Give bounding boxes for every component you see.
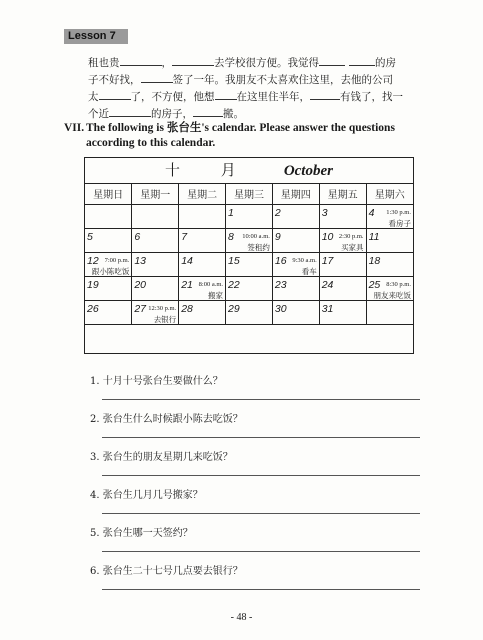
answer-blank[interactable]: [109, 106, 151, 117]
calendar-day-cell: [319, 301, 366, 325]
calendar-header: [85, 158, 413, 184]
event-description: 看房子: [388, 219, 411, 228]
paragraph-text: 搬。: [223, 108, 244, 120]
answer-line[interactable]: [102, 513, 420, 514]
answer-blank[interactable]: [172, 55, 214, 66]
calendar-day-cell: [226, 229, 273, 253]
answer-blank[interactable]: [215, 89, 237, 100]
calendar-day-cell: [85, 277, 132, 301]
day-number: 17: [321, 255, 334, 267]
lesson-label: Lesson 7: [64, 29, 128, 44]
answer-line[interactable]: [102, 399, 420, 400]
day-number: 4: [368, 207, 375, 219]
calendar-day-cell: [319, 205, 366, 229]
question-text: 3. 张台生的朋友星期几来吃饭？: [90, 452, 233, 463]
event-description: 搬家: [208, 291, 224, 300]
answer-blank[interactable]: [99, 89, 131, 100]
day-number: 2: [274, 207, 281, 219]
day-number: 29: [228, 303, 240, 315]
calendar-day-cell: [366, 277, 413, 301]
calendar-day-cell: [85, 229, 132, 253]
calendar-day-cell: [132, 205, 179, 229]
calendar-week-row: [85, 253, 413, 277]
paragraph-line-1: [88, 55, 428, 72]
day-number: 21: [181, 279, 193, 291]
calendar-day-cell: [179, 253, 226, 277]
october-calendar: [84, 157, 414, 354]
weekday-header: 星期四: [272, 183, 319, 205]
calendar-week-row: [85, 205, 413, 229]
calendar-day-cell: [132, 229, 179, 253]
answer-blank[interactable]: [193, 106, 223, 117]
calendar-grid: [85, 183, 413, 325]
day-number: 25: [368, 279, 381, 291]
paragraph-text: ，: [161, 57, 172, 69]
weekday-header: 星期六: [366, 183, 413, 205]
calendar-day-cell: [179, 205, 226, 229]
event-time: 9:30 a.m.: [292, 257, 317, 264]
calendar-day-cell: [272, 205, 319, 229]
day-number: 19: [87, 279, 99, 291]
paragraph-text: 的房: [375, 57, 396, 69]
section-number: VII.: [64, 122, 85, 134]
weekday-header: 星期一: [132, 183, 179, 205]
calendar-week-row: [85, 301, 413, 325]
day-number: 14: [181, 255, 193, 267]
calendar-day-cell: [226, 301, 273, 325]
calendar-day-cell: [272, 229, 319, 253]
answer-blank[interactable]: [310, 89, 340, 100]
calendar-day-cell: [366, 253, 413, 277]
calendar-week-row: [85, 277, 413, 301]
paragraph-line-3: [88, 89, 428, 106]
day-number: 11: [368, 231, 380, 243]
question-text: 2. 张台生什么时候跟小陈去吃饭？: [90, 414, 243, 425]
paragraph-text: 租也贵: [88, 57, 120, 69]
day-number: 7: [181, 231, 188, 243]
calendar-week-row: [85, 229, 413, 253]
day-number: 30: [274, 303, 287, 315]
day-number: 13: [134, 255, 147, 267]
paragraph-text: 子不好找，: [88, 74, 141, 86]
question-text: 4. 张台生几月几号搬家？: [90, 490, 203, 501]
day-number: 9: [274, 231, 281, 243]
answer-blank[interactable]: [319, 55, 345, 66]
answer-blank[interactable]: [120, 55, 162, 66]
calendar-day-cell: [179, 229, 226, 253]
weekday-header: 星期日: [85, 183, 132, 205]
event-time: 2:30 p.m.: [338, 233, 364, 240]
question-text: 5. 张台生哪一天签约？: [90, 528, 193, 539]
paragraph-line-2: [88, 72, 428, 89]
day-number: 24: [321, 279, 334, 291]
day-number: 26: [87, 303, 99, 315]
day-number: 16: [274, 255, 287, 267]
answer-blank[interactable]: [349, 55, 375, 66]
calendar-month-chinese: 十 月: [165, 161, 254, 179]
answer-line[interactable]: [102, 551, 420, 552]
weekday-row: [85, 183, 413, 205]
calendar-day-cell: [272, 253, 319, 277]
event-description: 买家具: [341, 243, 364, 252]
calendar-day-cell: [319, 277, 366, 301]
event-time: 7:00 p.m.: [104, 257, 130, 264]
calendar-day-cell: [272, 301, 319, 325]
day-number: 10: [321, 231, 334, 243]
day-number: 6: [134, 231, 141, 243]
calendar-month-english: October: [283, 163, 333, 179]
fill-in-paragraph: [88, 55, 428, 123]
calendar-day-cell: [319, 229, 366, 253]
paragraph-text: 了，不方便，他想: [130, 91, 215, 103]
event-time: 12:30 p.m.: [148, 305, 177, 312]
event-description: 看车: [301, 267, 317, 276]
calendar-day-cell: [132, 253, 179, 277]
day-number: 23: [274, 279, 287, 291]
day-number: 31: [321, 303, 334, 315]
calendar-day-cell: [85, 253, 132, 277]
calendar-day-cell: [179, 301, 226, 325]
paragraph-text: 有钱了，找一: [340, 91, 403, 103]
paragraph-text: 的房子，: [151, 108, 193, 120]
calendar-day-cell: [132, 277, 179, 301]
paragraph-text: 签了一年。我朋友不太喜欢住这里，去他的公司: [172, 74, 393, 86]
day-number: 18: [368, 255, 381, 267]
question-text: 1. 十月十号张台生要做什么？: [90, 376, 223, 387]
event-time: 10:00 a.m.: [242, 233, 270, 240]
calendar-day-cell: [272, 277, 319, 301]
event-description: 签租约: [247, 243, 270, 252]
calendar-day-cell: [366, 205, 413, 229]
event-time: 8:00 a.m.: [198, 281, 224, 288]
day-number: 3: [321, 207, 328, 219]
day-number: 1: [228, 207, 234, 219]
paragraph-text: 在这里住半年，: [236, 91, 310, 103]
question-text: 6. 张台生二十七号几点要去银行？: [90, 566, 243, 577]
page-number: - 48 -: [230, 612, 253, 623]
event-time: 8:30 p.m.: [386, 281, 411, 288]
day-number: 15: [228, 255, 240, 267]
day-number: 28: [181, 303, 193, 315]
answer-line[interactable]: [102, 437, 420, 438]
calendar-day-cell: [366, 229, 413, 253]
section-heading: [64, 121, 444, 151]
calendar-day-cell: [85, 205, 132, 229]
calendar-day-cell: [132, 301, 179, 325]
day-number: 22: [228, 279, 240, 291]
calendar-day-cell: [226, 253, 273, 277]
weekday-header: 星期二: [179, 183, 226, 205]
calendar-day-cell: [85, 301, 132, 325]
weekday-header: 星期五: [319, 183, 366, 205]
event-description: 朋友来吃饭: [373, 291, 411, 300]
weekday-header: 星期三: [226, 183, 273, 205]
answer-line[interactable]: [102, 589, 420, 590]
calendar-day-cell: [226, 277, 273, 301]
paragraph-text: 太: [88, 91, 99, 103]
day-number: 8: [228, 231, 234, 243]
day-number: 20: [134, 279, 147, 291]
calendar-day-cell: [226, 205, 273, 229]
answer-blank[interactable]: [141, 72, 173, 83]
paragraph-text: 去学校很方便。我觉得: [214, 57, 319, 69]
section-instruction-line-1: The following is 张台生's calendar. Please answer the questions: [86, 122, 395, 134]
paragraph-text: 个近: [88, 108, 109, 120]
day-number: 12: [87, 255, 99, 267]
event-time: 1:30 p.m.: [386, 209, 411, 216]
day-number: 5: [87, 231, 93, 243]
event-description: 跟小陈吃饭: [91, 267, 130, 276]
day-number: 27: [134, 303, 147, 315]
event-description: 去银行: [153, 315, 177, 324]
calendar-day-cell: [319, 253, 366, 277]
answer-line[interactable]: [102, 475, 420, 476]
section-instruction-line-2: according to this calendar.: [86, 137, 216, 149]
calendar-day-cell: [366, 301, 413, 325]
calendar-day-cell: [179, 277, 226, 301]
